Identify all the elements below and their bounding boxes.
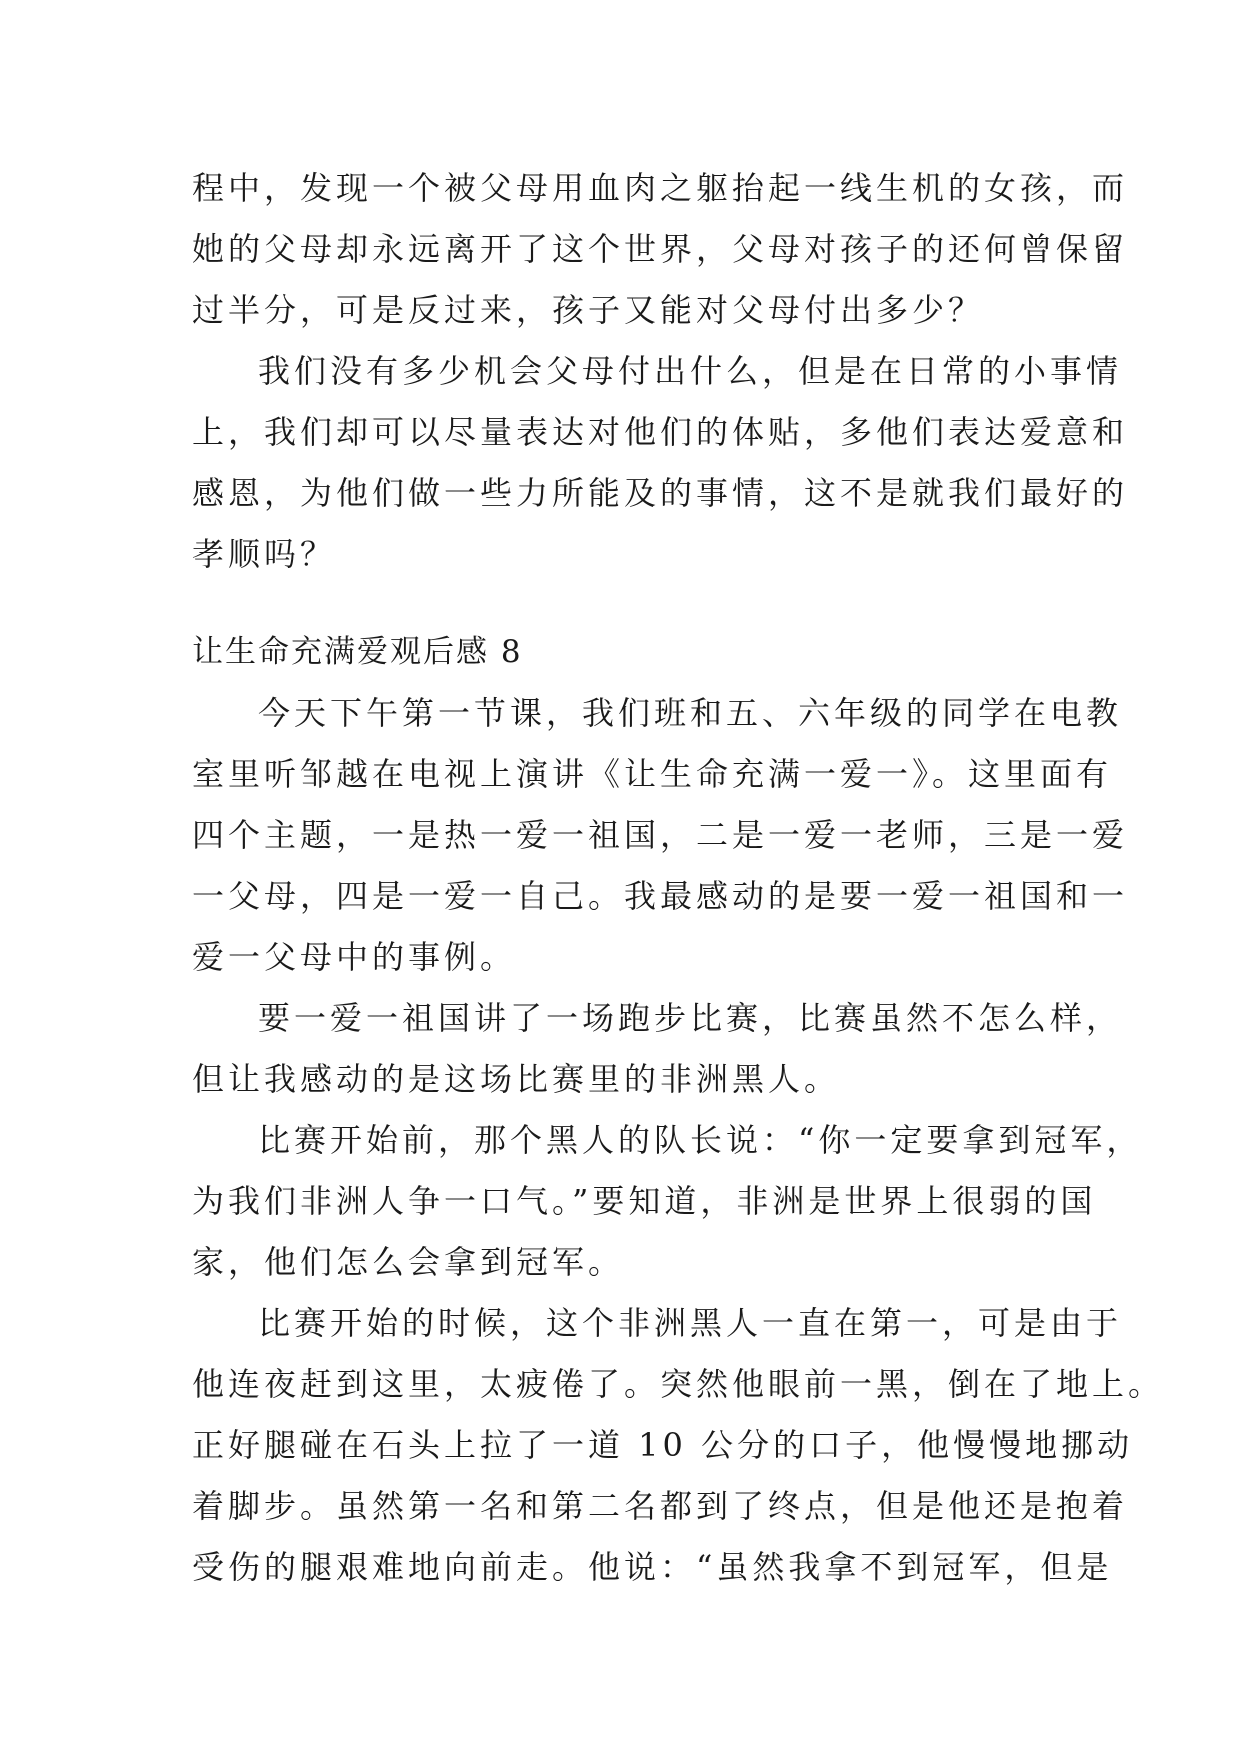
section-heading: 让生命充满爱观后感 8 xyxy=(192,634,523,670)
paragraph xyxy=(192,341,1129,585)
text-line: 孝顺吗？ xyxy=(192,535,337,573)
text-line: 比赛开始前，那个黑人的队长说：“你一定要拿到冠军， xyxy=(258,1121,1143,1159)
text-line: 着脚步。虽然第一名和第二名都到了终点，但是他还是抱着 xyxy=(192,1487,1129,1525)
text-line: 我们没有多少机会父母付出什么，但是在日常的小事情 xyxy=(258,352,1123,390)
paragraph xyxy=(192,158,1129,341)
text-line: 比赛开始的时候，这个非洲黑人一直在第一，可是由于 xyxy=(258,1304,1123,1342)
text-line: 今天下午第一节课，我们班和五、六年级的同学在电教 xyxy=(258,694,1123,732)
text-line: 家，他们怎么会拿到冠军。 xyxy=(192,1243,625,1281)
text-line: 感恩，为他们做一些力所能及的事情，这不是就我们最好的 xyxy=(192,474,1129,512)
text-line: 过半分，可是反过来，孩子又能对父母付出多少？ xyxy=(192,291,985,329)
text-line: 正好腿碰在石头上拉了一道 10 公分的口子，他慢慢地挪动 xyxy=(192,1426,1134,1464)
text-line: 四个主题，一是热一爱一祖国，二是一爱一老师，三是一爱 xyxy=(192,816,1129,854)
paragraph xyxy=(192,1293,1165,1598)
section-1-body xyxy=(192,158,1129,585)
text-line: 但让我感动的是这场比赛里的非洲黑人。 xyxy=(192,1060,841,1098)
text-line: 为我们非洲人争一口气。”要知道，非洲是世界上很弱的国 xyxy=(192,1182,1097,1220)
text-line: 爱一父母中的事例。 xyxy=(192,938,517,976)
text-line: 受伤的腿艰难地向前走。他说：“虽然我拿不到冠军，但是 xyxy=(192,1548,1113,1586)
text-line: 一父母，四是一爱一自己。我最感动的是要一爱一祖国和一 xyxy=(192,877,1129,915)
paragraph xyxy=(192,988,1123,1110)
text-line: 他连夜赶到这里，太疲倦了。突然他眼前一黑，倒在了地上。 xyxy=(192,1365,1165,1403)
section-2-body xyxy=(192,683,1165,1598)
text-line: 要一爱一祖国讲了一场跑步比赛，比赛虽然不怎么样， xyxy=(258,999,1123,1037)
text-line: 程中，发现一个被父母用血肉之躯抬起一线生机的女孩，而 xyxy=(192,169,1129,207)
text-line: 她的父母却永远离开了这个世界，父母对孩子的还何曾保留 xyxy=(192,230,1129,268)
text-line: 上，我们却可以尽量表达对他们的体贴，多他们表达爱意和 xyxy=(192,413,1129,451)
paragraph xyxy=(192,683,1129,988)
text-line: 室里听邹越在电视上演讲《让生命充满一爱一》。这里面有 xyxy=(192,755,1113,793)
paragraph xyxy=(192,1110,1143,1293)
